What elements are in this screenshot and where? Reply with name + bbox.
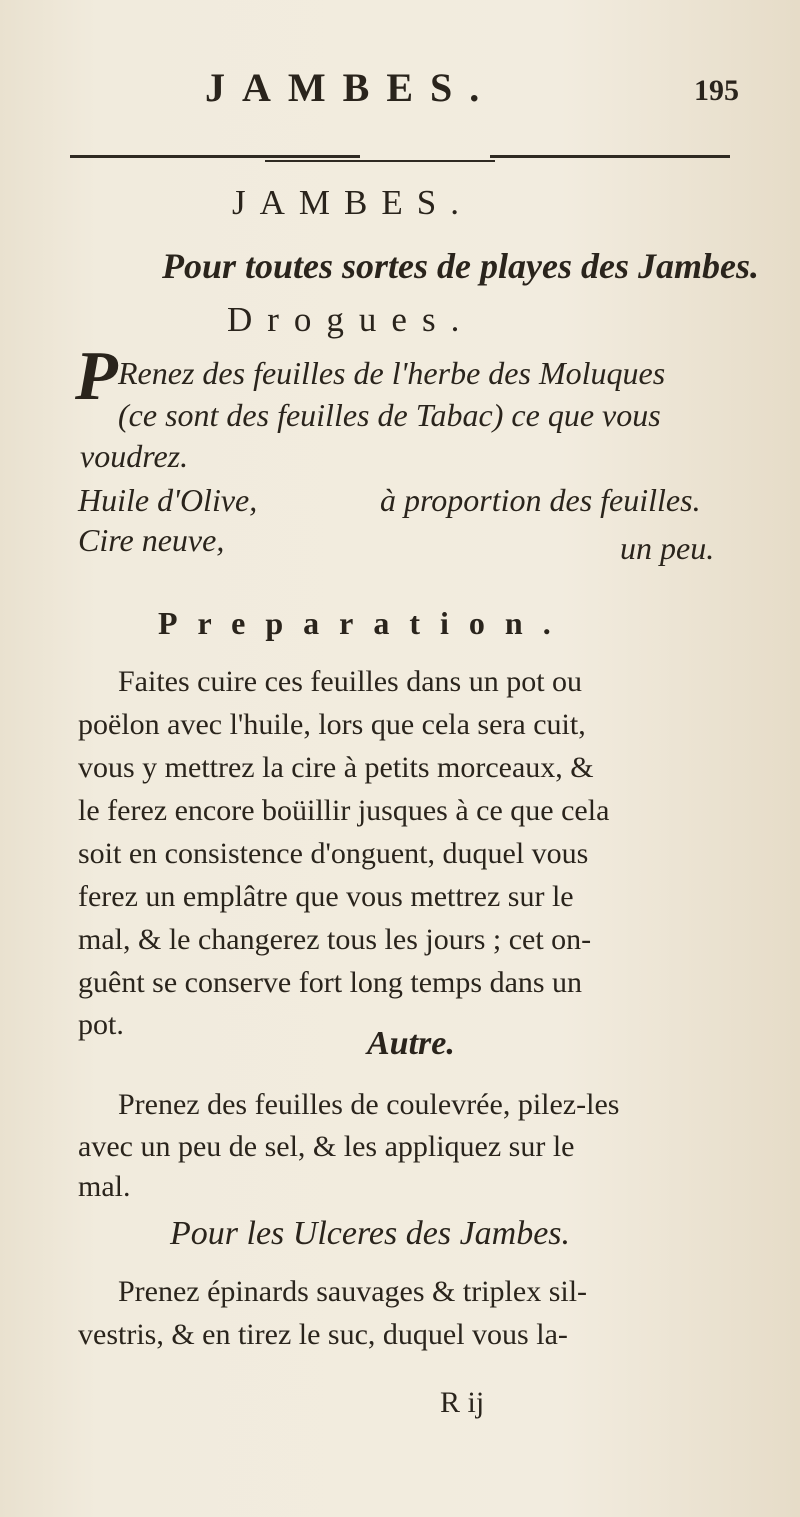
header-rule-left <box>70 155 360 158</box>
recipe-line-1: Renez des feuilles de l'herbe des Moluques <box>118 355 666 391</box>
recipe-line-2: (ce sont des feuilles de Tabac) ce que vous <box>118 397 661 433</box>
header-rule-center <box>265 160 495 162</box>
ulceres-heading: Pour les Ulceres des Jambes. <box>170 1215 571 1252</box>
preparation-line: Faites cuire ces feuilles dans un pot ou <box>118 665 583 698</box>
header-rule-right <box>490 155 730 158</box>
preparation-line: vous y mettrez la cire à petits morceaux, & <box>78 751 594 784</box>
preparation-line: ferez un emplâtre que vous mettrez sur le <box>78 880 574 913</box>
section-title: JAMBES. <box>232 183 473 222</box>
autre-line: mal. <box>78 1170 131 1203</box>
autre-line: avec un peu de sel, & les appliquez sur le <box>78 1130 575 1163</box>
signature-mark: R ij <box>440 1386 485 1419</box>
running-head: JAMBES. <box>205 65 497 110</box>
page-number: 195 <box>694 74 739 107</box>
ingredient-name: Huile d'Olive, <box>78 482 258 518</box>
preparation-line: poëlon avec l'huile, lors que cela sera cuit, <box>78 708 586 741</box>
drogues-heading: Drogues. <box>227 300 475 339</box>
autre-heading: Autre. <box>367 1025 455 1062</box>
ingredient-quantity: à proportion des feuilles. <box>380 482 701 518</box>
ingredient-quantity: un peu. <box>620 530 715 566</box>
ulceres-line: vestris, & en tirez le suc, duquel vous la- <box>78 1318 568 1351</box>
preparation-line: le ferez encore boüillir jusques à ce que cela <box>78 794 610 827</box>
drop-cap: P <box>75 338 118 415</box>
preparation-line: soit en consistence d'onguent, duquel vous <box>78 837 589 870</box>
preparation-line: pot. <box>78 1008 124 1041</box>
preparation-line: guênt se conserve fort long temps dans un <box>78 966 583 999</box>
ingredient-name: Cire neuve, <box>78 522 225 558</box>
section-subtitle: Pour toutes sortes de playes des Jambes. <box>162 246 759 286</box>
recipe-line-3: voudrez. <box>80 438 189 474</box>
preparation-heading: Preparation. <box>158 605 571 641</box>
preparation-line: mal, & le changerez tous les jours ; cet on- <box>78 923 592 956</box>
ulceres-line: Prenez épinards sauvages & triplex sil- <box>118 1275 588 1308</box>
autre-line: Prenez des feuilles de coulevrée, pilez-les <box>118 1088 620 1121</box>
